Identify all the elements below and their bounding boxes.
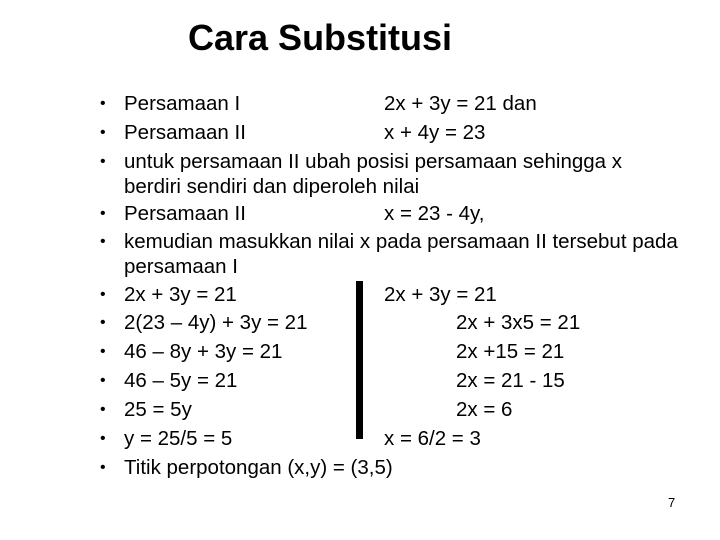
bullet-icon: • [100, 459, 106, 476]
list-item-equation: 2x +15 = 21 [456, 340, 565, 363]
list-item-equation: 2x = 21 - 15 [456, 369, 565, 392]
list-item-equation: x = 23 - 4y, [384, 202, 485, 225]
list-item-text: untuk persamaan II ubah posisi persamaan sehingga x [124, 150, 623, 173]
list-item-text: Persamaan II [124, 202, 246, 225]
vertical-divider [356, 281, 363, 439]
bullet-icon: • [100, 372, 106, 389]
list-item-text: Titik perpotongan (x,y) = (3,5) [124, 456, 393, 479]
list-item-text: Persamaan II [124, 121, 246, 144]
bullet-icon: • [100, 233, 106, 250]
list-item-text: 2(23 – 4y) + 3y = 21 [124, 311, 308, 334]
bullet-icon: • [100, 430, 106, 447]
bullet-icon: • [100, 314, 106, 331]
page-number: 7 [668, 495, 676, 510]
bullet-icon: • [100, 343, 106, 360]
bullet-icon: • [100, 153, 106, 170]
bullet-icon: • [100, 205, 106, 222]
list-item-equation: 2x + 3x5 = 21 [456, 311, 581, 334]
list-item-text: y = 25/5 = 5 [124, 427, 233, 450]
list-item-text: berdiri sendiri dan diperoleh nilai [124, 175, 420, 198]
list-item-text: 25 = 5y [124, 398, 192, 421]
list-item-text: 46 – 8y + 3y = 21 [124, 340, 283, 363]
list-item-equation: 2x + 3y = 21 dan [384, 92, 537, 115]
list-item-text: 46 – 5y = 21 [124, 369, 238, 392]
list-item-equation: x = 6/2 = 3 [384, 427, 481, 450]
list-item-text: persamaan I [124, 255, 238, 278]
bullet-icon: • [100, 401, 106, 418]
list-item-text: 2x + 3y = 21 [124, 283, 237, 306]
bullet-icon: • [100, 124, 106, 141]
bullet-icon: • [100, 286, 106, 303]
list-item-text: kemudian masukkan nilai x pada persamaan II tersebut pada [124, 230, 678, 253]
list-item-equation: 2x + 3y = 21 [384, 283, 497, 306]
list-item-text: Persamaan I [124, 92, 241, 115]
slide-title: Cara Substitusi [188, 17, 453, 58]
bullet-icon: • [100, 95, 106, 112]
list-item-equation: x + 4y = 23 [384, 121, 486, 144]
list-item-equation: 2x = 6 [456, 398, 513, 421]
